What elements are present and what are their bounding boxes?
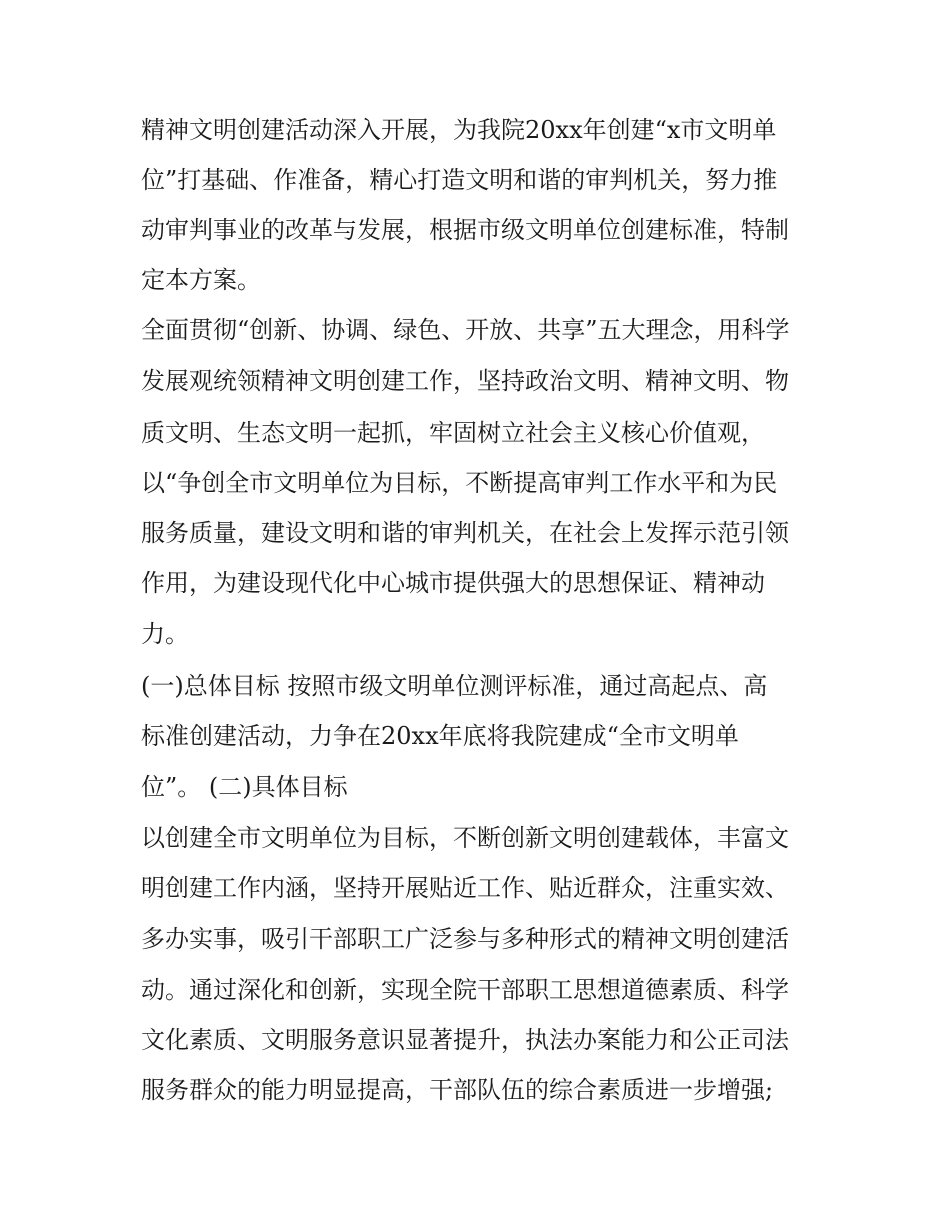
text-line: 位”。 (二)具体目标	[141, 773, 348, 801]
text-line: 服务群众的能力明显提高，干部队伍的综合素质进一步增强;	[141, 1076, 774, 1104]
text-line: 力。	[141, 620, 189, 648]
text-line: 质文明、生态文明一起抓，牢固树立社会主义核心价值观，	[141, 419, 765, 447]
text-line: 动审判事业的改革与发展，根据市级文明单位创建标准，特制	[141, 216, 789, 244]
text-line: 位”打基础、作准备，精心打造文明和谐的审判机关，努力推	[141, 166, 778, 194]
text-line: 动。通过深化和创新，实现全院干部职工思想道德素质、科学	[141, 976, 789, 1004]
text-line: 以“争创全市文明单位为目标，不断提高审判工作水平和为民	[141, 469, 778, 497]
text-line: 作用，为建设现代化中心城市提供强大的思想保证、精神动	[141, 569, 765, 597]
text-line: 明创建工作内涵，坚持开展贴近工作、贴近群众，注重实效、	[141, 874, 789, 902]
text-line: 以创建全市文明单位为目标，不断创新文明创建载体，丰富文	[141, 824, 789, 852]
text-line: 标准创建活动，力争在20xx年底将我院建成“全市文明单	[141, 722, 739, 750]
text-line: 发展观统领精神文明创建工作，坚持政治文明、精神文明、物	[141, 367, 789, 395]
text-line: 全面贯彻“创新、协调、绿色、开放、共享”五大理念，用科学	[141, 316, 790, 344]
text-line: 定本方案。	[141, 266, 261, 294]
text-line: 服务质量，建设文明和谐的审判机关，在社会上发挥示范引领	[141, 519, 789, 547]
text-line: 文化素质、文明服务意识显著提升，执法办案能力和公正司法	[141, 1026, 789, 1054]
text-line: (一)总体目标 按照市级文明单位测评标准，通过高起点、高	[141, 672, 768, 700]
text-line: 精神文明创建活动深入开展，为我院20xx年创建“x市文明单	[141, 116, 777, 144]
text-line: 多办实事，吸引干部职工广泛参与多种形式的精神文明创建活	[141, 925, 789, 953]
